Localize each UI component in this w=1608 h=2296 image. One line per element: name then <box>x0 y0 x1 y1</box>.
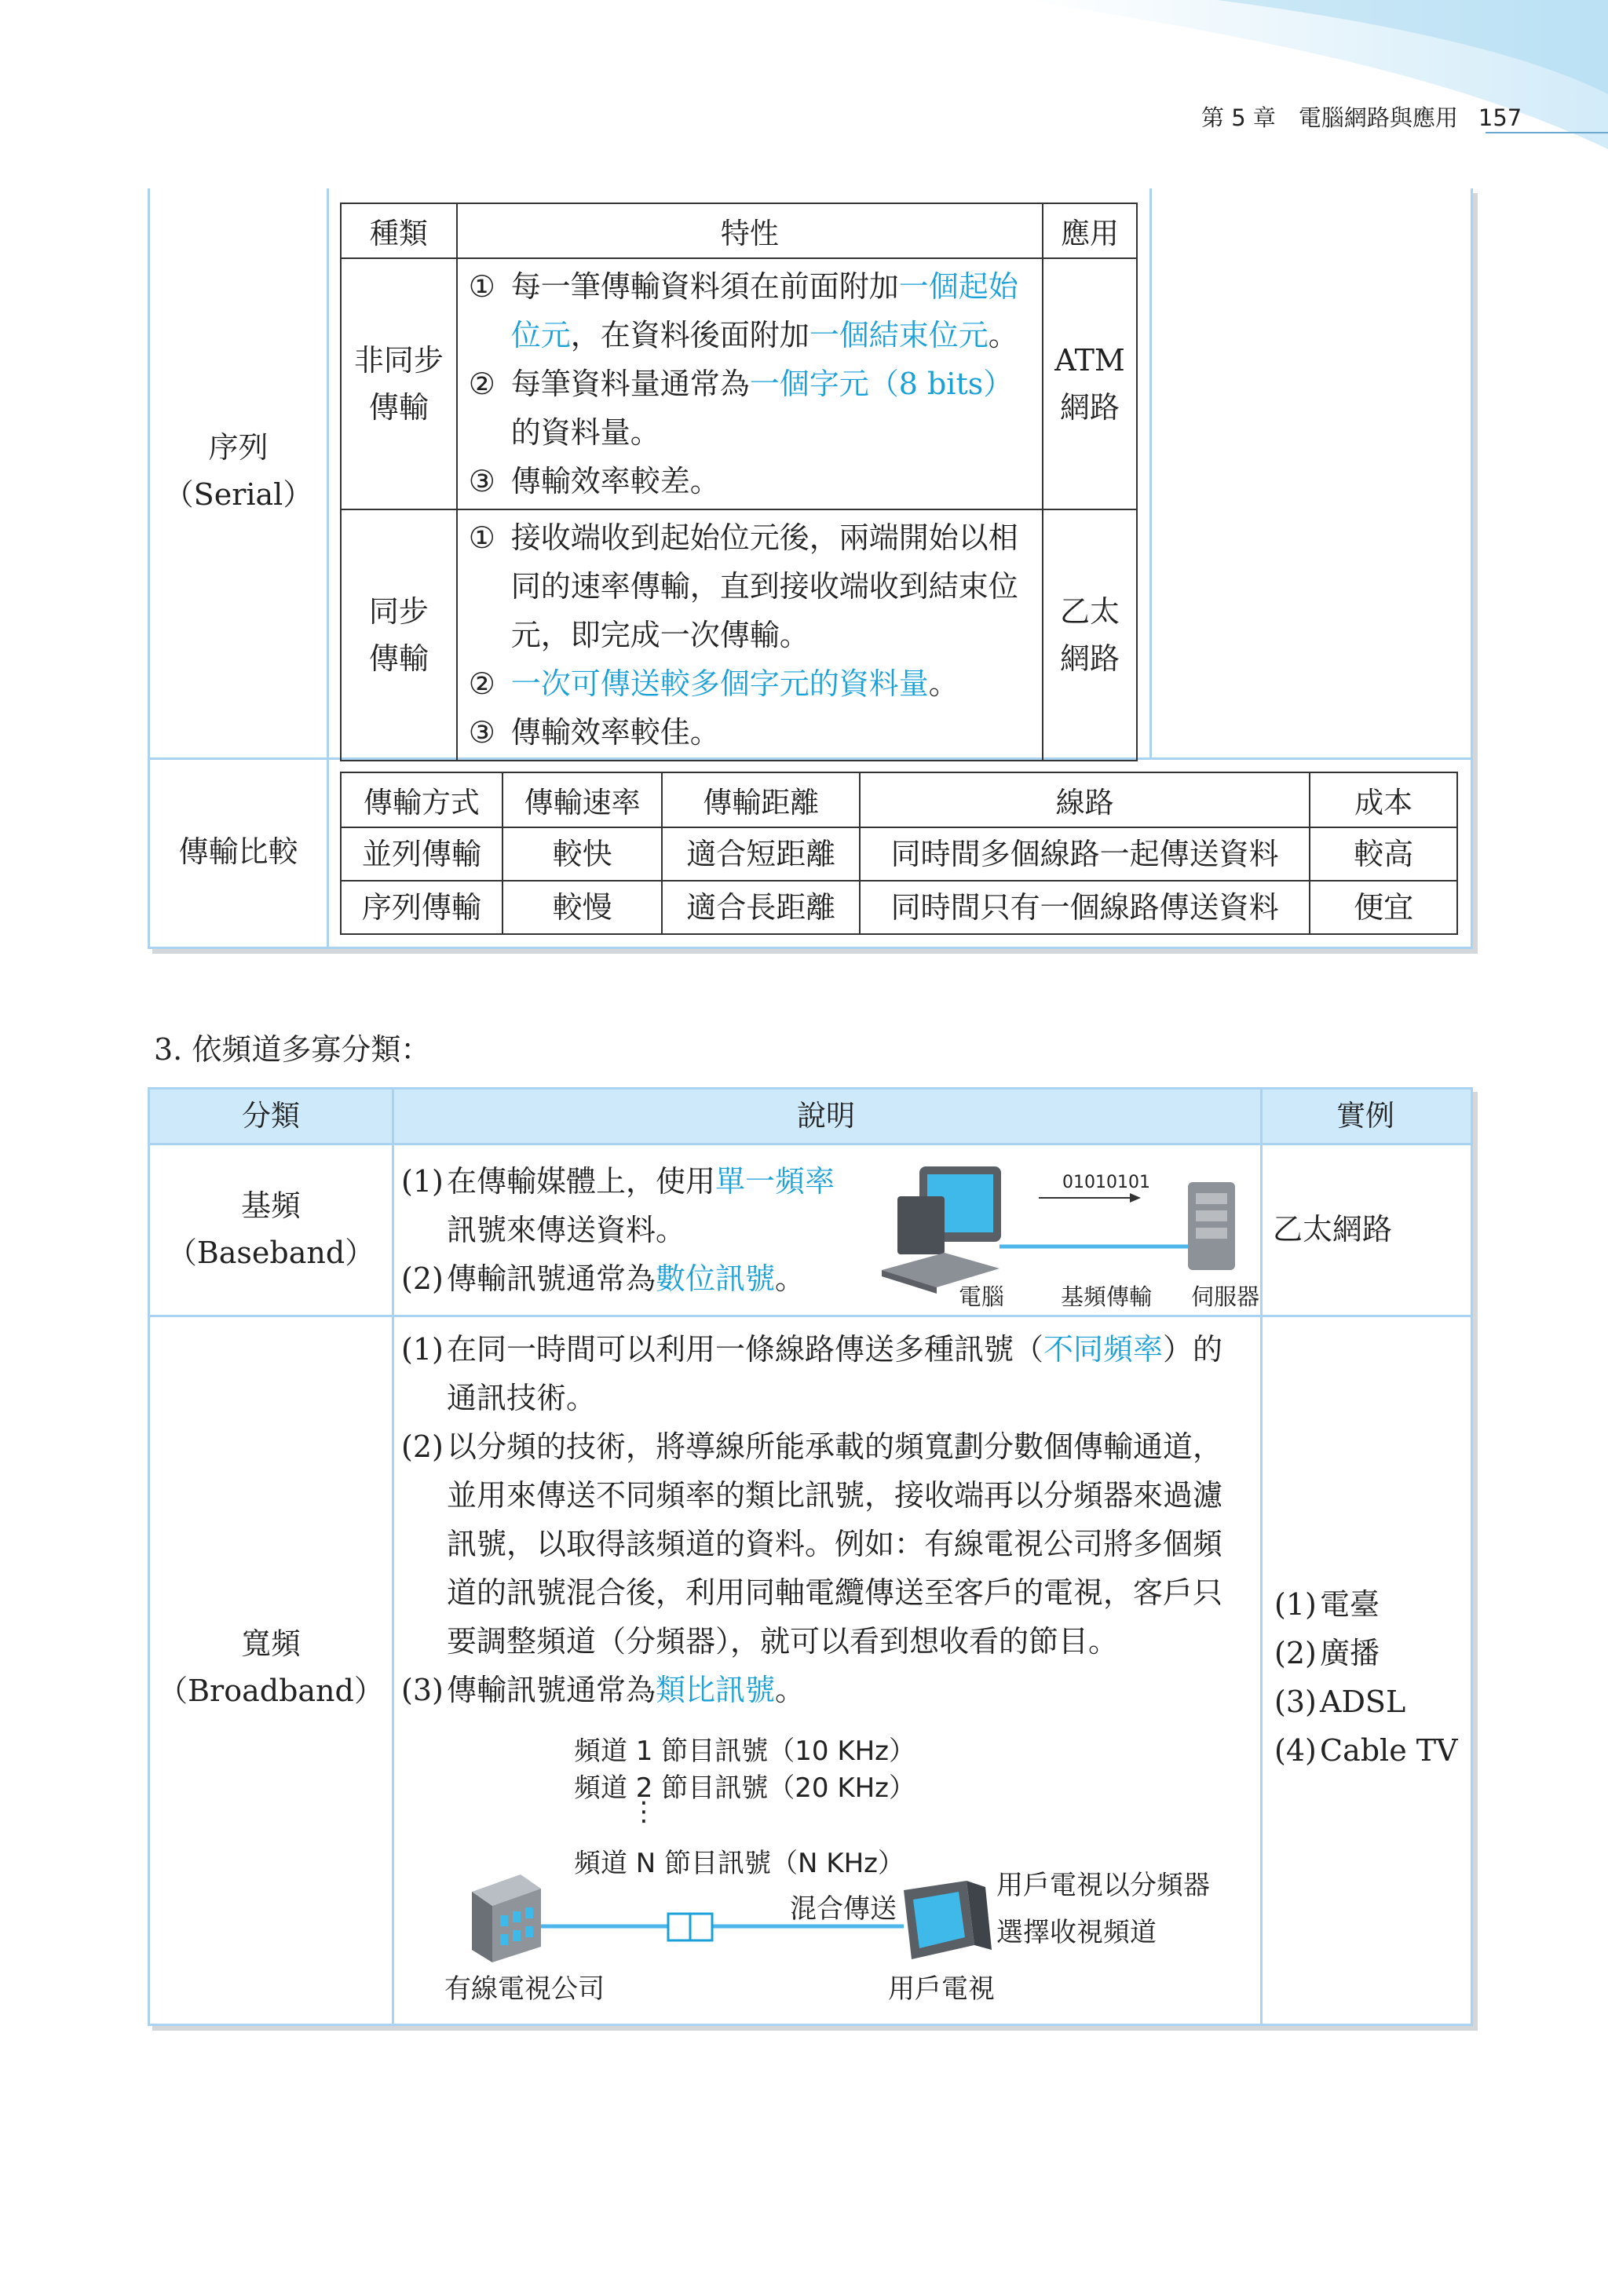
item-number: (1) <box>401 1332 444 1367</box>
text-run: 通訊技術。 <box>447 1381 597 1415</box>
sync-type-line: 傳輸 <box>368 641 429 676</box>
item-number: (1) <box>401 1164 444 1199</box>
table-header-row <box>341 203 1137 258</box>
computer-icon <box>882 1166 1001 1294</box>
sync-type <box>341 509 457 761</box>
text-run: 同的速率傳輸，直到接收端收到結束位 <box>510 569 1018 604</box>
page-number: 157 <box>1478 104 1522 131</box>
serial-label-zh: 序列 <box>208 430 269 465</box>
col-category: 分類 <box>242 1099 300 1133</box>
bits-label: 01010101 <box>1062 1173 1150 1192</box>
list-item <box>401 1325 1222 1422</box>
column-divider <box>327 188 329 947</box>
item-number: ③ <box>468 464 495 498</box>
server-label: 伺服器 <box>1191 1283 1260 1310</box>
list-item <box>401 1157 835 1254</box>
table-cell: 並列傳輸 <box>341 827 502 881</box>
list-item <box>1274 1629 1458 1677</box>
item-text: Cable TV <box>1320 1733 1458 1768</box>
item-number: (2) <box>401 1429 444 1464</box>
item-text <box>511 513 1018 659</box>
table-header-row <box>341 772 1457 827</box>
item-number: (3) <box>401 1673 444 1707</box>
running-header <box>1201 100 1528 133</box>
sync-type-line: 同步 <box>368 594 429 629</box>
text-run: 。 <box>775 1673 806 1707</box>
highlight-text: 數位訊號 <box>656 1261 776 1296</box>
table-row <box>341 881 1457 934</box>
app-line: 網路 <box>1060 641 1120 676</box>
item-text <box>447 1422 1222 1666</box>
col-feature: 特性 <box>457 203 1043 258</box>
list-item <box>1274 1580 1458 1629</box>
baseband-example: 乙太網路 <box>1273 1212 1393 1247</box>
text-run: 。 <box>775 1261 806 1296</box>
col-method: 傳輸方式 <box>341 772 502 827</box>
header-rule <box>1486 132 1608 133</box>
tv-note-label: 用戶電視以分頻器 <box>996 1870 1210 1901</box>
column-divider <box>392 1090 394 2024</box>
text-run: 元，即完成一次傳輸。 <box>510 618 809 652</box>
baseband-description <box>401 1157 835 1303</box>
text-run: 訊號來傳送資料。 <box>447 1213 686 1247</box>
comparison-label: 傳輸比較 <box>178 834 298 869</box>
item-text: 傳輸效率較差。 <box>510 464 720 498</box>
item-number: (2) <box>401 1261 444 1296</box>
item-number: (1) <box>1274 1587 1317 1622</box>
serial-label <box>150 424 327 518</box>
table-row <box>341 827 1457 881</box>
highlight-text: 一個字元（8 bits） <box>749 367 1014 401</box>
col-application: 應用 <box>1043 203 1137 258</box>
computer-label: 電腦 <box>959 1283 1005 1310</box>
text-run: 要調整頻道（分頻器），就可以看到想收看的節目。 <box>447 1624 1119 1659</box>
channel-label: 頻道 N 節目訊號（N KHz） <box>574 1848 904 1879</box>
item-text <box>511 360 1014 457</box>
server-icon <box>1188 1182 1235 1270</box>
sync-async-table <box>340 203 1138 761</box>
text-run: 在同一時間可以利用一條線路傳送多種訊號（ <box>447 1332 1044 1367</box>
channel-table <box>148 1087 1473 2026</box>
arrow-head-icon <box>1130 1193 1141 1203</box>
table-cell: 較快 <box>502 827 663 881</box>
serial-parallel-table <box>148 188 1473 949</box>
col-cost: 成本 <box>1310 772 1457 827</box>
text-run: 訊號，以取得該頻道的資料。例如：有線電視公司將多個頻 <box>447 1527 1223 1561</box>
text-run: 。 <box>928 666 959 701</box>
list-item <box>458 457 1042 506</box>
item-text: 傳輸效率較佳。 <box>510 715 720 750</box>
text-run: 接收端收到起始位元後，兩端開始以相 <box>510 520 1018 555</box>
list-item <box>458 360 1042 457</box>
item-number: ② <box>468 666 495 701</box>
table-cell: 序列傳輸 <box>341 881 502 934</box>
link-label: 基頻傳輸 <box>1061 1283 1153 1310</box>
comparison-table <box>340 772 1458 935</box>
item-number: (4) <box>1274 1733 1317 1768</box>
row-divider <box>150 1315 1471 1317</box>
table-cell: 較慢 <box>502 881 663 934</box>
sync-application <box>1043 509 1137 761</box>
baseband-label-en: （Baseband） <box>166 1236 375 1270</box>
highlight-text: 單一頻率 <box>715 1164 835 1199</box>
company-label: 有線電視公司 <box>444 1973 605 2005</box>
item-number: (3) <box>1274 1685 1317 1719</box>
section-title: 3. 依頻道多寡分類： <box>154 1032 431 1067</box>
async-type-line: 非同步 <box>353 343 444 378</box>
text-run: 的資料量。 <box>510 415 660 450</box>
highlight-text: 一個起始 <box>898 269 1018 304</box>
ellipsis-label: ⋮ <box>630 1796 657 1827</box>
item-text: 電臺 <box>1320 1587 1380 1622</box>
item-text <box>447 1254 805 1303</box>
text-run: 在傳輸媒體上，使用 <box>447 1164 716 1199</box>
mix-label: 混合傳送 <box>790 1893 897 1925</box>
highlight-text: 一次可傳送較多個字元的資料量 <box>510 666 929 701</box>
channel-label: 頻道 2 節目訊號（20 KHz） <box>574 1772 916 1804</box>
item-number: ③ <box>468 715 495 750</box>
column-divider <box>1260 1090 1263 2024</box>
sync-features <box>457 509 1043 761</box>
chapter-title: 第 5 章 電腦網路與應用 <box>1201 104 1458 131</box>
building-icon <box>472 1874 541 1962</box>
table-cell: 同時間多個線路一起傳送資料 <box>860 827 1310 881</box>
highlight-text: 類比訊號 <box>656 1673 776 1707</box>
item-number: (2) <box>1274 1636 1317 1670</box>
col-type: 種類 <box>341 203 457 258</box>
async-features <box>457 258 1043 509</box>
item-text <box>511 659 959 708</box>
col-description: 說明 <box>797 1099 855 1133</box>
text-run: 傳輸訊號通常為 <box>447 1673 656 1707</box>
item-number: ① <box>468 520 495 555</box>
item-text <box>447 1157 835 1254</box>
async-row <box>341 258 1137 509</box>
column-divider <box>1149 188 1152 757</box>
highlight-text: 一個結束位元 <box>809 318 989 352</box>
list-item <box>1274 1677 1458 1726</box>
broadband-label <box>150 1620 392 1714</box>
col-distance: 傳輸距離 <box>662 772 860 827</box>
list-item <box>401 1422 1222 1666</box>
baseband-label-zh: 基頻 <box>240 1188 301 1223</box>
list-item <box>401 1254 835 1303</box>
broadband-diagram <box>464 1874 1014 1969</box>
list-item <box>458 708 1042 757</box>
async-type-line: 傳輸 <box>368 390 429 425</box>
sync-row <box>341 509 1137 761</box>
highlight-text: 不同頻率 <box>1043 1332 1164 1367</box>
table-cell: 便宜 <box>1310 881 1457 934</box>
item-text <box>447 1325 1222 1422</box>
list-item <box>458 513 1042 659</box>
broadband-description <box>401 1325 1222 1714</box>
text-run: 道的訊號混合後，利用同軸電纜傳送至客戶的電視，客戶只 <box>447 1575 1223 1610</box>
broadband-label-zh: 寬頻 <box>240 1626 301 1661</box>
item-number: ② <box>468 367 495 401</box>
broadband-label-en: （Broadband） <box>158 1674 384 1708</box>
highlight-text: 位元 <box>510 318 571 352</box>
item-text: ADSL <box>1320 1685 1406 1719</box>
text-run: 。 <box>988 318 1018 352</box>
async-type <box>341 258 457 509</box>
async-application <box>1043 258 1137 509</box>
channel-label: 頻道 1 節目訊號（10 KHz） <box>574 1736 916 1767</box>
app-line: 網路 <box>1060 390 1120 425</box>
text-run: ，在資料後面附加 <box>570 318 809 352</box>
text-run: 以分頻的技術，將導線所能承載的頻寬劃分數個傳輸通道， <box>447 1429 1223 1464</box>
table-cell: 適合長距離 <box>662 881 860 934</box>
header-decoration <box>0 0 1608 157</box>
list-item <box>401 1666 1222 1714</box>
row-divider <box>150 1143 1471 1145</box>
tv-icon <box>904 1881 992 1959</box>
item-text <box>511 262 1018 360</box>
baseband-label <box>150 1182 392 1276</box>
item-text: 廣播 <box>1320 1636 1380 1670</box>
col-example: 實例 <box>1336 1099 1394 1133</box>
item-text <box>447 1666 805 1714</box>
col-line: 線路 <box>860 772 1310 827</box>
text-run: 傳輸訊號通常為 <box>447 1261 656 1296</box>
text-run: 每筆資料量通常為 <box>510 367 750 401</box>
text-run: 每一筆傳輸資料須在前面附加 <box>510 269 899 304</box>
list-item <box>1274 1726 1458 1775</box>
user-tv-label: 用戶電視 <box>888 1973 995 2005</box>
tv-note-label: 選擇收視頻道 <box>996 1917 1157 1948</box>
text-run: ）的 <box>1163 1332 1223 1367</box>
item-number: ① <box>468 269 495 304</box>
col-speed: 傳輸速率 <box>502 772 663 827</box>
table-cell: 適合短距離 <box>662 827 860 881</box>
app-line: 乙太 <box>1060 594 1120 629</box>
table-header-row <box>150 1090 1471 1143</box>
list-item <box>458 659 1042 708</box>
serial-label-en: （Serial） <box>163 477 313 512</box>
broadband-examples <box>1274 1580 1458 1775</box>
table-cell: 較高 <box>1310 827 1457 881</box>
text-run: 並用來傳送不同頻率的類比訊號，接收端再以分頻器來過濾 <box>447 1478 1223 1513</box>
list-item <box>458 262 1042 360</box>
app-line: ATM <box>1054 343 1125 378</box>
table-cell: 同時間只有一個線路傳送資料 <box>860 881 1310 934</box>
